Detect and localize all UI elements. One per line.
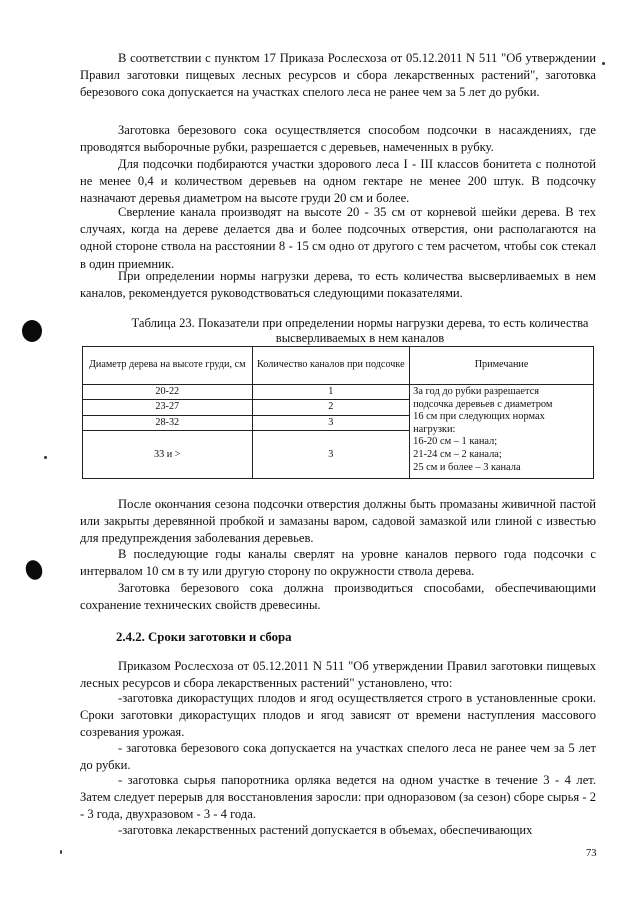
load-norms-table (82, 346, 594, 479)
paragraph-5: При определении нормы нагрузки дерева, то есть количества высверливаемых в нем каналов, рекомендуется руководствоваться следующими показателями. (80, 269, 596, 301)
paragraph-10: -заготовка дикорастущих плодов и ягод осуществляется строго в установленные сроки. Сроки заготовки дикорастущих плодов и ягод зависят от времени наступления массового созревания урожая. (80, 691, 596, 740)
cell-diameter: 28-32 (83, 415, 253, 430)
note-line: 16-20 см – 1 канал; (413, 436, 498, 448)
scan-speck (60, 850, 62, 854)
cell-channels: 3 (252, 415, 410, 430)
cell-channels: 3 (252, 431, 410, 479)
header-note: Примечание (410, 347, 594, 385)
paragraph-12: - заготовка сырья папоротника орляка ведется на одном участке в течение 3 - 4 лет. Затем следует перерыв для восстановления заросли: при одноразовом (за сезон) сборе сырья - 2 - 3 года, двухразовом - 3 - 4 года. (80, 773, 596, 822)
paragraph-9: Приказом Рослесхоза от 05.12.2011 N 511 "Об утверждении Правил заготовки пищевых лесных ресурсов и сбора лекарственных растений" установлено, что: (80, 659, 596, 691)
header-channels: Количество каналов при подсочке (252, 347, 410, 385)
cell-diameter: 23-27 (83, 400, 253, 415)
page-number: 73 (586, 848, 597, 859)
paragraph-8: Заготовка березового сока должна производиться способами, обеспечивающими сохранение технических свойств древесины. (80, 581, 596, 613)
note-line: нагрузки: (413, 423, 456, 435)
note-line: 21-24 см – 2 канала; (413, 448, 502, 460)
paragraph-2: Заготовка березового сока осуществляется способом подсочки в насаждениях, где проводятся выборочные рубки, разрешается с деревьев, намеченных в рубку. (80, 123, 596, 155)
scan-speck (44, 456, 47, 459)
paragraph-6: После окончания сезона подсочки отверстия должны быть промазаны живичной пастой или закрыты деревянной пробкой и замазаны варом, садовой замазкой или глиной с известью для предупреждения заболевания деревьев. (80, 497, 596, 546)
paragraph-11: - заготовка березового сока допускается на участках спелого леса не ранее чем за 5 лет до рубки. (80, 741, 596, 773)
paragraph-13: -заготовка лекарственных растений допускается в объемах, обеспечивающих (118, 823, 533, 837)
note-line: 25 см и более – 3 канала (413, 461, 521, 473)
note-line: 16 см при следующих нормах (413, 411, 545, 423)
paragraph-7: В последующие годы каналы сверлят на уровне каналов первого года подсочки с интервалом 10 см в ту или другую сторону по окружности ствола дерева. (80, 547, 596, 579)
paragraph-4: Сверление канала производят на высоте 20 - 35 см от корневой шейки дерева. В тех случаях, когда на дереве делается два и более подсочных отверстия, они располагаются на одной стороне ствола на расстоянии 8 - 15 см одно от другого с тем расчетом, чтобы сок стекал в один приемник. (80, 205, 596, 271)
cell-diameter: 20-22 (83, 385, 253, 400)
punch-hole-mark (22, 320, 42, 342)
note-line: подсочка деревьев с диаметром (413, 398, 553, 410)
section-heading: 2.4.2. Сроки заготовки и сбора (116, 630, 292, 644)
cell-channels: 1 (252, 385, 410, 400)
note-cell (410, 385, 594, 479)
paragraph-1: В соответствии с пунктом 17 Приказа Рослесхоза от 05.12.2011 N 511 "Об утверждении Правил заготовки пищевых лесных ресурсов и сбора лекарственных растений", заготовка березового сока допускается на участках спелого леса не ранее чем за 5 лет до рубки. (80, 51, 596, 100)
paragraph-3: Для подсочки подбираются участки здорового леса I - III классов бонитета с полнотой не менее 0,4 и количеством деревьев на одном гектаре не менее 200 штук. В подсочку назначают деревья диаметром на высоте груди 20 см и более. (80, 157, 596, 206)
punch-hole-mark (23, 558, 45, 582)
cell-diameter: 33 и > (83, 431, 253, 479)
cell-channels: 2 (252, 400, 410, 415)
header-diameter: Диаметр дерева на высоте груди, см (83, 347, 253, 385)
scan-speck (602, 62, 605, 65)
table-caption: Таблица 23. Показатели при определении нормы нагрузки дерева, то есть количества высверливаемых в нем каналов (131, 316, 589, 345)
note-line: За год до рубки разрешается (413, 386, 540, 397)
